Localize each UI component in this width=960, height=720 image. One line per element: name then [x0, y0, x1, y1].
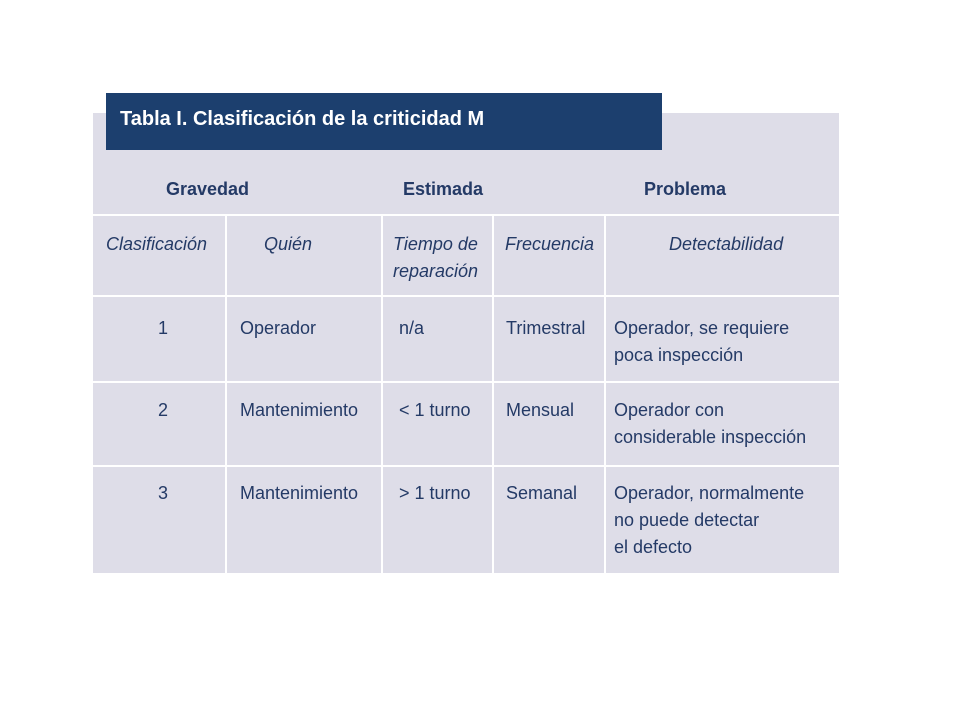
- cell-detectabilidad: Operador, normalmente no puede detectar el defecto: [614, 483, 805, 557]
- subheader-tiempo: Tiempo de reparación: [393, 234, 479, 281]
- row-divider: [93, 214, 839, 216]
- col-divider: [492, 215, 494, 573]
- cell-clasificacion: 1: [158, 318, 169, 338]
- col-divider: [381, 215, 383, 573]
- row-divider: [93, 295, 839, 297]
- cell-tiempo: n/a: [399, 318, 425, 338]
- cell-clasificacion: 2: [158, 400, 169, 420]
- cell-clasificacion: 3: [158, 483, 169, 503]
- cell-quien: Operador: [240, 318, 317, 338]
- row-divider: [93, 381, 839, 383]
- cell-tiempo: < 1 turno: [399, 400, 471, 420]
- cell-frecuencia: Mensual: [506, 400, 575, 420]
- cell-frecuencia: Trimestral: [506, 318, 586, 338]
- col-divider: [604, 215, 606, 573]
- subheader-quien: Quién: [264, 234, 313, 254]
- subheader-clasificacion: Clasificación: [106, 234, 208, 254]
- cell-detectabilidad: Operador con considerable inspección: [614, 400, 807, 447]
- cell-tiempo: > 1 turno: [399, 483, 471, 503]
- cell-detectabilidad: Operador, se requiere poca inspección: [614, 318, 790, 365]
- header-problema: Problema: [644, 179, 727, 199]
- row-divider: [93, 465, 839, 467]
- header-estimada: Estimada: [403, 179, 484, 199]
- header-gravedad: Gravedad: [166, 179, 250, 199]
- cell-quien: Mantenimiento: [240, 400, 359, 420]
- subheader-frecuencia: Frecuencia: [505, 234, 595, 254]
- table-title: Tabla I. Clasificación de la criticidad M: [106, 93, 662, 150]
- cell-quien: Mantenimiento: [240, 483, 359, 503]
- cell-frecuencia: Semanal: [506, 483, 578, 503]
- col-divider: [225, 215, 227, 573]
- subheader-detectabilidad: Detectabilidad: [669, 234, 784, 254]
